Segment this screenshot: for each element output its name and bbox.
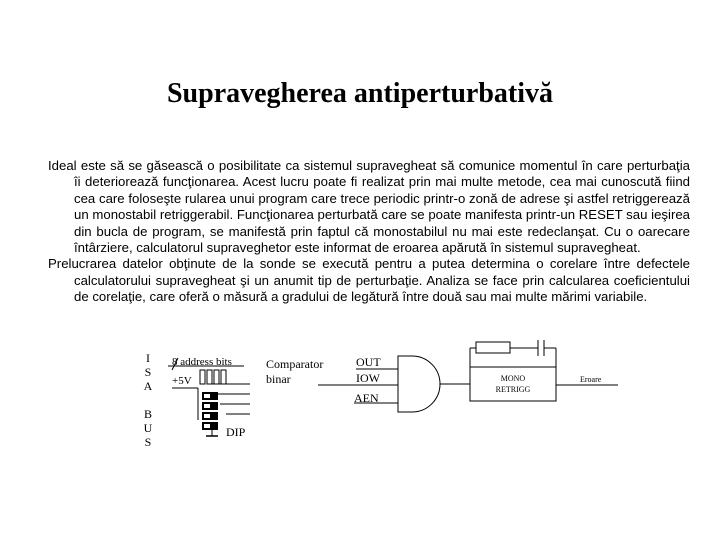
slide-title: Supravegherea antiperturbativă — [166, 78, 554, 109]
isa-bus-letter: A — [143, 379, 153, 393]
logic-gate — [398, 356, 440, 412]
isa-bus-letter: I — [146, 351, 150, 365]
rc-timing-network — [470, 340, 556, 367]
signal-out-label: OUT — [356, 355, 381, 369]
dip-switch-block — [202, 392, 218, 430]
comparator-label-line2: binar — [266, 372, 291, 386]
error-label: Eroare — [580, 375, 602, 384]
comparator-label-line1: Comparator — [266, 357, 324, 371]
isa-bus-letter: B — [143, 407, 153, 421]
signal-iow-label: IOW — [356, 371, 380, 385]
isa-bus-letter: S — [144, 365, 152, 379]
monostable-block — [470, 367, 556, 401]
mono-label-line2: RETRIGG — [495, 385, 531, 394]
paragraph-monitoring-method: Ideal este să se găsească o posibilitate ca sistemul supravegheat să comunice momentul în care perturbaţia îi deteriorează funcţionarea. Acest lucru poate fi realizat prin mai multe metode, cea mai cunoscută fiind cea care foloseşte rularea unui program care trece periodic printr-o zonă de adrese şi astfel retriggerează un monostabil retriggerabil. Funcţionarea perturbată care se poate manifesta printr-un RESET sau ieşirea din bucla de program, se manifestă prin faptul că monostabilul nu mai este redeclanşat. Cu o oarecare întârziere, calculatorul supraveghetor este informat de eroarea apărută în sistemul supravegheat. — [48, 158, 690, 256]
mono-label-line1: MONO — [500, 374, 526, 383]
isa-bus-letter: S — [144, 435, 152, 449]
pull-up-resistors — [200, 370, 226, 384]
dip-label: DIP — [226, 425, 246, 439]
address-bits-label: 8 address bits — [172, 356, 232, 368]
signal-aen-label: AEN — [354, 391, 379, 405]
isa-bus-letter: U — [143, 421, 153, 435]
paragraph-data-processing: Prelucrarea datelor obţinute de la sonde se execută pentru a putea determina o corelare între defectele calculatorului supravegheat şi un anumit tip de perturbaţie. Analiza se face prin calcularea coeficientului de corelaţie, care oferă o măsură a gradului de legătură între două sau mai multe mărimi variabile. — [48, 256, 690, 305]
supply-label: +5V — [172, 375, 192, 387]
isa-bus-label — [144, 351, 153, 449]
